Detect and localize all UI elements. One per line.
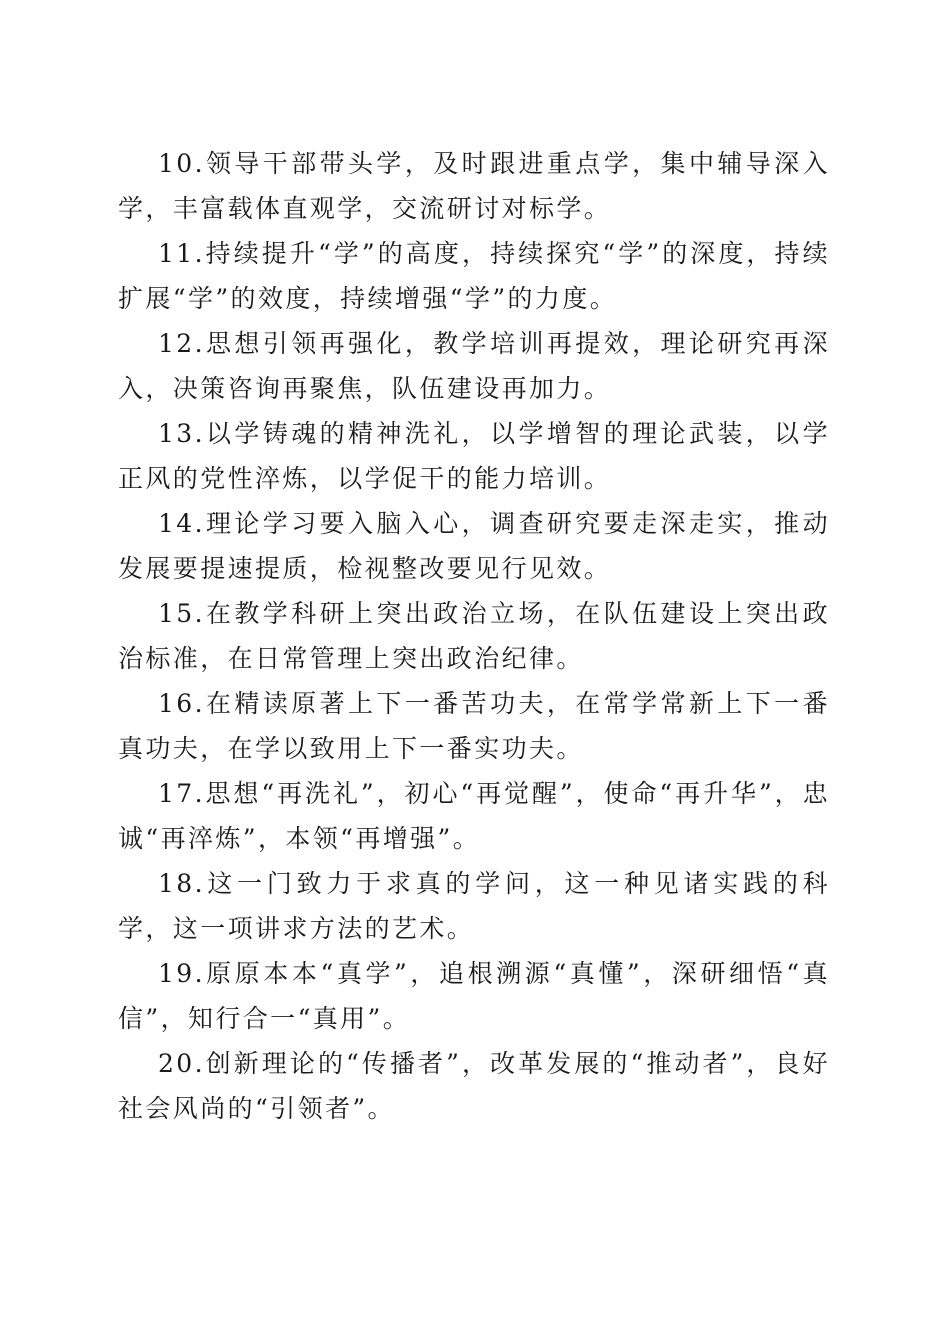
list-item: 10.领导干部带头学，及时跟进重点学，集中辅导深入学，丰富载体直观学，交流研讨对标学。 (118, 149, 830, 223)
list-item: 12.思想引领再强化，教学培训再提效，理论研究再深入，决策咨询再聚焦，队伍建设再加力。 (118, 329, 830, 403)
list-item: 14.理论学习要入脑入心，调查研究要走深走实，推动发展要提速提质，检视整改要见行见效。 (118, 509, 830, 583)
list-item: 15.在教学科研上突出政治立场，在队伍建设上突出政治标准，在日常管理上突出政治纪律。 (118, 599, 830, 673)
document-body (118, 141, 830, 1131)
list-item: 17.思想“再洗礼”，初心“再觉醒”，使命“再升华”，忠诚“再淬炼”，本领“再增强”。 (118, 779, 830, 853)
list-item: 19.原原本本“真学”，追根溯源“真懂”，深研细悟“真信”，知行合一“真用”。 (118, 959, 830, 1033)
list-item: 13.以学铸魂的精神洗礼，以学增智的理论武装，以学正风的党性淬炼，以学促干的能力培训。 (118, 419, 830, 493)
list-item: 18.这一门致力于求真的学问，这一种见诸实践的科学，这一项讲求方法的艺术。 (118, 869, 830, 943)
list-item: 11.持续提升“学”的高度，持续探究“学”的深度，持续扩展“学”的效度，持续增强“学”的力度。 (118, 239, 830, 313)
list-item: 16.在精读原著上下一番苦功夫，在常学常新上下一番真功夫，在学以致用上下一番实功夫。 (118, 689, 830, 763)
list-item: 20.创新理论的“传播者”，改革发展的“推动者”，良好社会风尚的“引领者”。 (118, 1049, 830, 1123)
